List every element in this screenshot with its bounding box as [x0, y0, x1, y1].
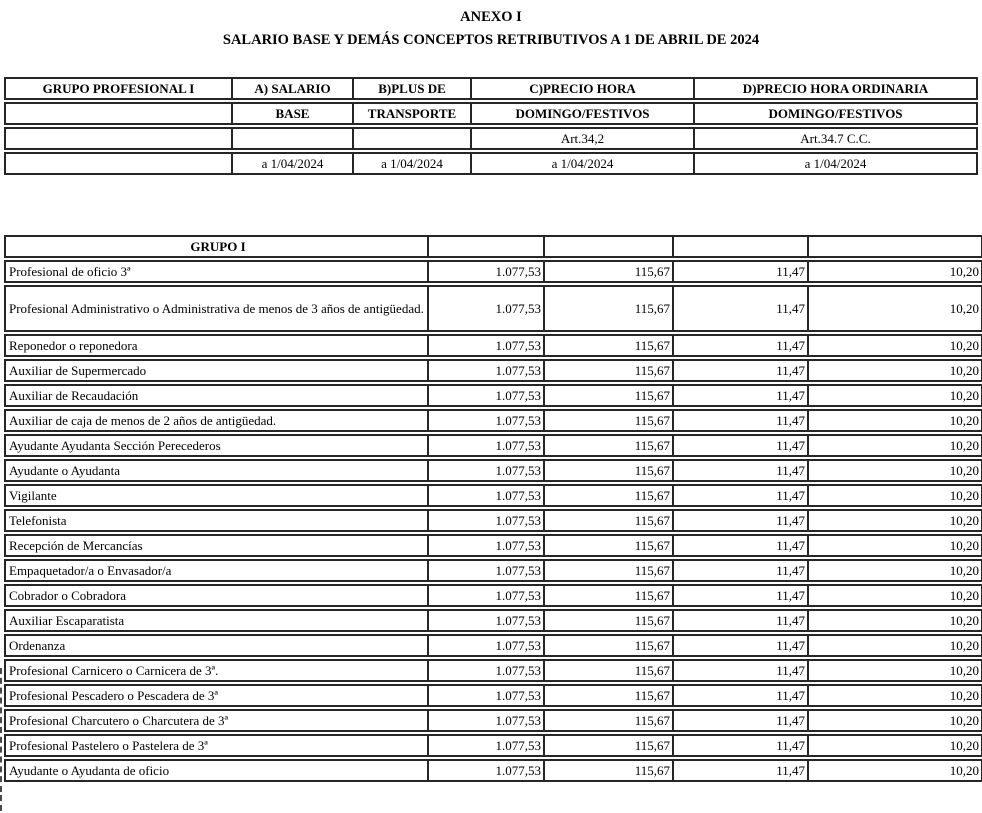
value-cell: 1.077,53 — [427, 260, 543, 283]
table-row — [4, 484, 982, 507]
value-cell: 11,47 — [672, 334, 807, 357]
header-cell: Art.34,2 — [470, 127, 693, 150]
value-cell: 115,67 — [543, 509, 672, 532]
empty-cell — [427, 235, 543, 258]
table-row — [4, 359, 982, 382]
value-cell: 1.077,53 — [427, 285, 543, 332]
value-cell: 115,67 — [543, 709, 672, 732]
table-row — [4, 759, 982, 782]
value-cell: 11,47 — [672, 709, 807, 732]
value-cell: 115,67 — [543, 409, 672, 432]
value-cell: 11,47 — [672, 384, 807, 407]
header-cell: a 1/04/2024 — [693, 152, 978, 175]
header-cell: a 1/04/2024 — [231, 152, 352, 175]
document-header — [0, 6, 982, 52]
header-cell: A) SALARIO — [231, 77, 352, 100]
value-cell: 10,20 — [807, 459, 982, 482]
job-title-cell: Auxiliar de caja de menos de 2 años de antigüedad. — [4, 409, 427, 432]
header-cell — [352, 127, 470, 150]
value-cell: 115,67 — [543, 684, 672, 707]
table-row — [4, 285, 982, 332]
value-cell: 115,67 — [543, 260, 672, 283]
value-cell: 115,67 — [543, 609, 672, 632]
header-cell: a 1/04/2024 — [470, 152, 693, 175]
empty-cell — [543, 235, 672, 258]
value-cell: 1.077,53 — [427, 334, 543, 357]
header-cell — [4, 152, 231, 175]
table-row — [4, 459, 982, 482]
header-cell: TRANSPORTE — [352, 102, 470, 125]
value-cell: 1.077,53 — [427, 759, 543, 782]
value-cell: 115,67 — [543, 659, 672, 682]
value-cell: 115,67 — [543, 734, 672, 757]
page-break-dash-bottom — [0, 795, 2, 811]
job-title-cell: Telefonista — [4, 509, 427, 532]
value-cell: 10,20 — [807, 359, 982, 382]
value-cell: 1.077,53 — [427, 659, 543, 682]
value-cell: 11,47 — [672, 759, 807, 782]
table-row — [4, 609, 982, 632]
value-cell: 11,47 — [672, 484, 807, 507]
job-title-cell: Profesional Pescadero o Pescadera de 3ª — [4, 684, 427, 707]
group-header-row — [4, 235, 982, 258]
value-cell: 10,20 — [807, 684, 982, 707]
value-cell: 1.077,53 — [427, 509, 543, 532]
value-cell: 10,20 — [807, 509, 982, 532]
job-title-cell: Vigilante — [4, 484, 427, 507]
job-title-cell: Auxiliar Escaparatista — [4, 609, 427, 632]
table-row — [4, 534, 982, 557]
value-cell: 115,67 — [543, 534, 672, 557]
value-cell: 10,20 — [807, 634, 982, 657]
table-row — [4, 734, 982, 757]
header-cell: DOMINGO/FESTIVOS — [470, 102, 693, 125]
value-cell: 1.077,53 — [427, 484, 543, 507]
value-cell: 1.077,53 — [427, 434, 543, 457]
value-cell: 1.077,53 — [427, 384, 543, 407]
value-cell: 115,67 — [543, 359, 672, 382]
value-cell: 10,20 — [807, 759, 982, 782]
job-title-cell: Profesional Administrativo o Administrativa de menos de 3 años de antigüedad. — [4, 285, 427, 332]
table-row — [4, 684, 982, 707]
table-row — [4, 584, 982, 607]
value-cell: 115,67 — [543, 759, 672, 782]
value-cell: 115,67 — [543, 334, 672, 357]
value-cell: 1.077,53 — [427, 609, 543, 632]
salary-data-table — [4, 233, 982, 784]
value-cell: 115,67 — [543, 559, 672, 582]
value-cell: 10,20 — [807, 285, 982, 332]
value-cell: 10,20 — [807, 534, 982, 557]
value-cell: 1.077,53 — [427, 634, 543, 657]
value-cell: 11,47 — [672, 409, 807, 432]
job-title-cell: Auxiliar de Recaudación — [4, 384, 427, 407]
value-cell: 10,20 — [807, 709, 982, 732]
job-title-cell: Recepción de Mercancías — [4, 534, 427, 557]
page-title: ANEXO I — [460, 9, 522, 25]
value-cell: 10,20 — [807, 584, 982, 607]
value-cell: 10,20 — [807, 384, 982, 407]
table-row — [4, 659, 982, 682]
header-row — [4, 152, 978, 175]
value-cell: 10,20 — [807, 434, 982, 457]
value-cell: 1.077,53 — [427, 559, 543, 582]
empty-cell — [672, 235, 807, 258]
group-header-cell: GRUPO I — [4, 235, 427, 258]
job-title-cell: Ayudante o Ayudanta — [4, 459, 427, 482]
value-cell: 10,20 — [807, 609, 982, 632]
table-row — [4, 434, 982, 457]
header-cell: DOMINGO/FESTIVOS — [693, 102, 978, 125]
concepts-header-table — [4, 75, 978, 177]
header-cell: BASE — [231, 102, 352, 125]
value-cell: 1.077,53 — [427, 684, 543, 707]
job-title-cell: Profesional Pastelero o Pastelera de 3ª — [4, 734, 427, 757]
header-row — [4, 102, 978, 125]
job-title-cell: Auxiliar de Supermercado — [4, 359, 427, 382]
table-row — [4, 559, 982, 582]
value-cell: 11,47 — [672, 559, 807, 582]
job-title-cell: Ayudante Ayudanta Sección Perecederos — [4, 434, 427, 457]
header-cell: B)PLUS DE — [352, 77, 470, 100]
value-cell: 10,20 — [807, 659, 982, 682]
header-cell: Art.34.7 C.C. — [693, 127, 978, 150]
value-cell: 11,47 — [672, 434, 807, 457]
value-cell: 115,67 — [543, 384, 672, 407]
job-title-cell: Profesional de oficio 3ª — [4, 260, 427, 283]
value-cell: 10,20 — [807, 409, 982, 432]
header-cell — [231, 127, 352, 150]
header-row — [4, 77, 978, 100]
empty-cell — [807, 235, 982, 258]
header-cell: C)PRECIO HORA — [470, 77, 693, 100]
value-cell: 11,47 — [672, 634, 807, 657]
value-cell: 115,67 — [543, 459, 672, 482]
value-cell: 11,47 — [672, 534, 807, 557]
page-break-dash-left — [0, 668, 2, 792]
value-cell: 10,20 — [807, 734, 982, 757]
job-title-cell: Empaquetador/a o Envasador/a — [4, 559, 427, 582]
value-cell: 10,20 — [807, 559, 982, 582]
table-row — [4, 384, 982, 407]
job-title-cell: Cobrador o Cobradora — [4, 584, 427, 607]
value-cell: 1.077,53 — [427, 709, 543, 732]
job-title-cell: Reponedor o reponedora — [4, 334, 427, 357]
value-cell: 10,20 — [807, 484, 982, 507]
value-cell: 1.077,53 — [427, 459, 543, 482]
value-cell: 10,20 — [807, 334, 982, 357]
table-row — [4, 260, 982, 283]
table-row — [4, 634, 982, 657]
table-row — [4, 334, 982, 357]
value-cell: 115,67 — [543, 285, 672, 332]
value-cell: 11,47 — [672, 459, 807, 482]
header-cell: D)PRECIO HORA ORDINARIA — [693, 77, 978, 100]
value-cell: 115,67 — [543, 584, 672, 607]
value-cell: 1.077,53 — [427, 359, 543, 382]
header-cell — [4, 102, 231, 125]
header-cell: GRUPO PROFESIONAL I — [4, 77, 231, 100]
value-cell: 115,67 — [543, 484, 672, 507]
value-cell: 1.077,53 — [427, 409, 543, 432]
value-cell: 11,47 — [672, 584, 807, 607]
value-cell: 115,67 — [543, 634, 672, 657]
value-cell: 11,47 — [672, 359, 807, 382]
value-cell: 1.077,53 — [427, 534, 543, 557]
header-row — [4, 127, 978, 150]
table-row — [4, 509, 982, 532]
header-cell: a 1/04/2024 — [352, 152, 470, 175]
value-cell: 11,47 — [672, 260, 807, 283]
value-cell: 11,47 — [672, 684, 807, 707]
value-cell: 11,47 — [672, 659, 807, 682]
table-row — [4, 409, 982, 432]
value-cell: 11,47 — [672, 609, 807, 632]
job-title-cell: Profesional Charcutero o Charcutera de 3ª — [4, 709, 427, 732]
value-cell: 11,47 — [672, 734, 807, 757]
job-title-cell: Ayudante o Ayudanta de oficio — [4, 759, 427, 782]
value-cell: 1.077,53 — [427, 734, 543, 757]
value-cell: 11,47 — [672, 509, 807, 532]
value-cell: 11,47 — [672, 285, 807, 332]
job-title-cell: Profesional Carnicero o Carnicera de 3ª. — [4, 659, 427, 682]
value-cell: 115,67 — [543, 434, 672, 457]
header-cell — [4, 127, 231, 150]
table-row — [4, 709, 982, 732]
value-cell: 1.077,53 — [427, 584, 543, 607]
value-cell: 10,20 — [807, 260, 982, 283]
job-title-cell: Ordenanza — [4, 634, 427, 657]
page-subtitle: SALARIO BASE Y DEMÁS CONCEPTOS RETRIBUTIVOS A 1 DE ABRIL DE 2024 — [222, 32, 760, 48]
